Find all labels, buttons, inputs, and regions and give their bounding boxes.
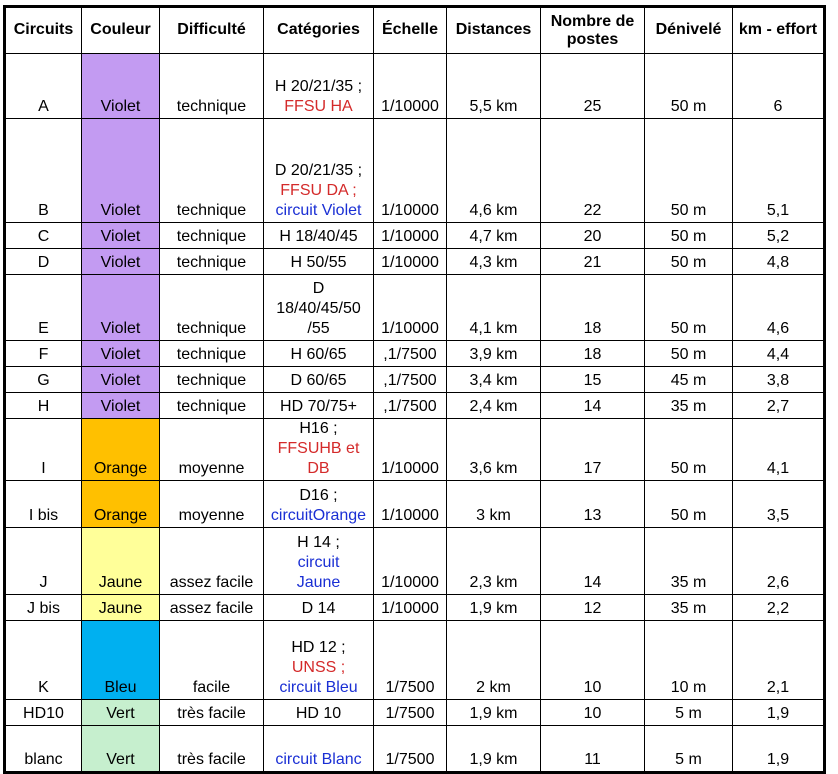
couleur-cell: Violet [82,393,160,419]
echelle-cell: ,1/7500 [374,341,447,367]
denivele-cell: 50 m [645,481,733,528]
category-text: H 14 ; [297,534,340,551]
denivele-cell: 45 m [645,367,733,393]
denivele-cell: 50 m [645,419,733,481]
category-line [266,419,371,479]
couleur-cell: Violet [82,54,160,119]
echelle-cell: 1/10000 [374,119,447,223]
categories-cell [264,275,374,341]
denivele-cell: 35 m [645,393,733,419]
table-row [5,54,825,119]
difficulte-cell: moyenne [160,481,264,528]
circuit-cell: J [5,528,82,595]
category-line [266,253,371,273]
category-line [266,319,371,339]
table-row [5,726,825,773]
category-text: HB et DB [307,440,360,477]
denivele-cell: 10 m [645,621,733,700]
table-row [5,621,825,700]
distance-cell: 5,5 km [447,54,541,119]
difficulte-cell: facile [160,621,264,700]
echelle-cell: 1/10000 [374,249,447,275]
postes-cell: 21 [541,249,645,275]
distance-cell: 4,1 km [447,275,541,341]
circuit-cell: H [5,393,82,419]
header-row [5,7,825,54]
echelle-cell: 1/10000 [374,481,447,528]
table-row [5,700,825,726]
category-line [266,97,371,117]
distance-cell: 2 km [447,621,541,700]
postes-cell: 14 [541,528,645,595]
category-text: H 20/21/35 ; [274,78,363,95]
postes-cell: 12 [541,595,645,621]
category-text: FFSU [277,440,320,457]
difficulte-cell: assez facile [160,595,264,621]
postes-cell: 11 [541,726,645,773]
effort-cell: 2,1 [733,621,825,700]
circuit-cell: G [5,367,82,393]
echelle-cell: 1/7500 [374,726,447,773]
difficulte-cell: très facile [160,726,264,773]
circuits-table [3,5,826,774]
effort-cell: 4,4 [733,341,825,367]
category-line [266,299,371,319]
echelle-cell: 1/10000 [374,595,447,621]
postes-cell: 25 [541,54,645,119]
categories-cell [264,341,374,367]
circuit-cell: HD10 [5,700,82,726]
category-text: H 18/40/45 [279,228,358,245]
category-text: D [312,280,325,297]
distance-cell: 3,9 km [447,341,541,367]
couleur-cell: Jaune [82,595,160,621]
circuit-cell: C [5,223,82,249]
denivele-cell: 50 m [645,249,733,275]
circuit-cell: D [5,249,82,275]
category-text: D16 ; [299,487,338,504]
categories-cell [264,119,374,223]
table-row [5,275,825,341]
echelle-cell: ,1/7500 [374,367,447,393]
category-text: Jaune [296,574,341,591]
effort-cell: 1,9 [733,726,825,773]
table-row [5,481,825,528]
category-line [266,573,371,593]
denivele-cell: 5 m [645,700,733,726]
categories-cell [264,54,374,119]
category-line [266,658,371,678]
difficulte-cell: technique [160,249,264,275]
distance-cell: 4,3 km [447,249,541,275]
category-line [266,704,371,724]
couleur-cell: Violet [82,341,160,367]
category-line [266,279,371,299]
denivele-cell: 50 m [645,341,733,367]
circuit-cell: K [5,621,82,700]
header-circuits: Circuits [5,7,82,54]
distance-cell: 2,3 km [447,528,541,595]
distance-cell: 3 km [447,481,541,528]
effort-cell: 5,2 [733,223,825,249]
postes-cell: 22 [541,119,645,223]
circuit-cell: E [5,275,82,341]
category-line [266,371,371,391]
couleur-cell: Vert [82,700,160,726]
effort-cell: 4,8 [733,249,825,275]
difficulte-cell: très facile [160,700,264,726]
category-line [266,486,371,526]
table-row [5,595,825,621]
echelle-cell: 1/10000 [374,223,447,249]
circuit-cell: A [5,54,82,119]
table-row [5,223,825,249]
category-line [266,750,371,770]
table-row [5,419,825,481]
distance-cell: 4,6 km [447,119,541,223]
categories-cell [264,393,374,419]
categories-cell [264,621,374,700]
category-line [266,227,371,247]
category-text: Orange [312,507,367,524]
header-distances: Distances [447,7,541,54]
table-row [5,367,825,393]
categories-cell [264,367,374,393]
distance-cell: 1,9 km [447,726,541,773]
category-text: D 14 [301,600,336,617]
category-text: /55 [307,320,330,337]
postes-cell: 18 [541,341,645,367]
distance-cell: 2,4 km [447,393,541,419]
denivele-cell: 50 m [645,54,733,119]
header-km-effort: km - effort [733,7,825,54]
couleur-cell: Violet [82,249,160,275]
couleur-cell: Jaune [82,528,160,595]
category-text: FFSU DA ; [280,182,357,199]
table-row [5,341,825,367]
distance-cell: 1,9 km [447,700,541,726]
category-line [266,77,371,97]
echelle-cell: ,1/7500 [374,393,447,419]
postes-cell: 13 [541,481,645,528]
effort-cell: 4,6 [733,275,825,341]
header-echelle: Échelle [374,7,447,54]
header-nombre-de-postes: Nombre de postes [541,7,645,54]
effort-cell: 2,6 [733,528,825,595]
postes-cell: 20 [541,223,645,249]
circuit-cell: blanc [5,726,82,773]
category-text: circuit Violet [275,202,362,219]
category-text: HD 10 [295,705,342,722]
difficulte-cell: moyenne [160,419,264,481]
effort-cell: 3,8 [733,367,825,393]
category-line [266,397,371,417]
difficulte-cell: technique [160,119,264,223]
category-text: H 60/65 [290,346,347,363]
difficulte-cell: technique [160,393,264,419]
category-line [266,201,371,221]
difficulte-cell: technique [160,341,264,367]
category-text: circuit Bleu [279,679,358,696]
couleur-cell: Violet [82,223,160,249]
distance-cell: 4,7 km [447,223,541,249]
category-line [266,161,371,181]
category-text: UNSS ; [291,659,346,676]
postes-cell: 10 [541,621,645,700]
category-text: HD 70/75+ [280,398,357,415]
denivele-cell: 35 m [645,595,733,621]
category-line [266,181,371,201]
category-text: D 20/21/35 ; [274,162,363,179]
category-text: H 50/55 [290,254,347,271]
category-line [266,678,371,698]
couleur-cell: Violet [82,367,160,393]
category-text: FFSU HA [284,98,353,115]
difficulte-cell: technique [160,54,264,119]
couleur-cell: Violet [82,119,160,223]
effort-cell: 6 [733,54,825,119]
categories-cell [264,528,374,595]
couleur-cell: Orange [82,419,160,481]
difficulte-cell: technique [160,367,264,393]
header-denivele: Dénivelé [645,7,733,54]
effort-cell: 3,5 [733,481,825,528]
echelle-cell: 1/10000 [374,54,447,119]
denivele-cell: 5 m [645,726,733,773]
header-couleur: Couleur [82,7,160,54]
denivele-cell: 50 m [645,275,733,341]
category-text: circuit Blanc [275,751,362,768]
category-text: circuit [297,554,340,571]
difficulte-cell: technique [160,275,264,341]
circuit-cell: I [5,419,82,481]
denivele-cell: 50 m [645,119,733,223]
effort-cell: 1,9 [733,700,825,726]
circuit-cell: F [5,341,82,367]
category-line [266,599,371,619]
couleur-cell: Orange [82,481,160,528]
difficulte-cell: assez facile [160,528,264,595]
table-row [5,528,825,595]
effort-cell: 2,7 [733,393,825,419]
effort-cell: 4,1 [733,419,825,481]
echelle-cell: 1/7500 [374,621,447,700]
couleur-cell: Violet [82,275,160,341]
echelle-cell: 1/10000 [374,419,447,481]
categories-cell [264,595,374,621]
categories-cell [264,249,374,275]
echelle-cell: 1/10000 [374,528,447,595]
echelle-cell: 1/7500 [374,700,447,726]
table-row [5,249,825,275]
category-text: D 60/65 [290,372,347,389]
couleur-cell: Bleu [82,621,160,700]
echelle-cell: 1/10000 [374,275,447,341]
couleur-cell: Vert [82,726,160,773]
denivele-cell: 35 m [645,528,733,595]
table-row [5,393,825,419]
category-text: 18/40/45/50 [276,300,361,317]
postes-cell: 10 [541,700,645,726]
categories-cell [264,700,374,726]
postes-cell: 14 [541,393,645,419]
distance-cell: 3,6 km [447,419,541,481]
categories-cell [264,419,374,481]
category-line [266,533,371,553]
category-line [266,553,371,573]
distance-cell: 3,4 km [447,367,541,393]
category-text: circuit [270,507,313,524]
circuit-cell: B [5,119,82,223]
categories-cell [264,223,374,249]
header-categories: Catégories [264,7,374,54]
category-line [266,638,371,658]
difficulte-cell: technique [160,223,264,249]
category-line [266,345,371,365]
postes-cell: 17 [541,419,645,481]
circuit-cell: J bis [5,595,82,621]
table-row [5,119,825,223]
categories-cell [264,481,374,528]
circuit-cell: I bis [5,481,82,528]
postes-cell: 18 [541,275,645,341]
header-difficulte: Difficulté [160,7,264,54]
effort-cell: 5,1 [733,119,825,223]
category-text: H16 ; [299,420,338,437]
postes-cell: 15 [541,367,645,393]
distance-cell: 1,9 km [447,595,541,621]
effort-cell: 2,2 [733,595,825,621]
denivele-cell: 50 m [645,223,733,249]
category-text: HD 12 ; [291,639,346,656]
categories-cell [264,726,374,773]
